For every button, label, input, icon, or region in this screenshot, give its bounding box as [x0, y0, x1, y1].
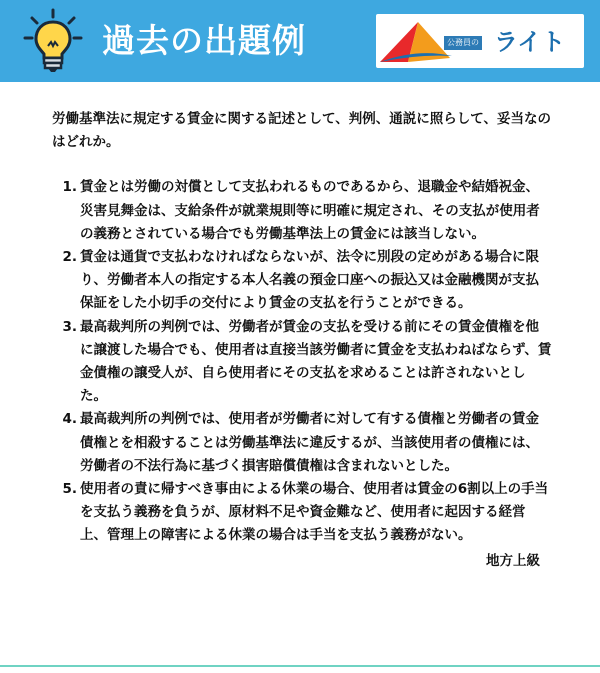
choice-number: 3. — [62, 318, 77, 335]
question-text: 労働基準法に規定する賃金に関する記述として、判例、通説に照らして、妥当なのはどれか。 — [52, 111, 551, 151]
brand-logo — [376, 14, 584, 68]
choice-text: 賃金とは労働の対償として支払われるものであるから、退職金や結婚祝金、災害見舞金は、支給条件が就業規則等に明確に規定され、その支払が使用者の義務とされている場合でも労働基準法上の賃金には該当しない。 — [80, 179, 540, 242]
choice-number: 4. — [62, 411, 77, 428]
header-banner — [0, 0, 600, 82]
logo-mark-icon — [378, 18, 452, 64]
choice-list — [52, 176, 552, 547]
choice-item — [52, 246, 552, 316]
choice-number: 5. — [62, 481, 77, 498]
logo-sub-label: 公務員の — [444, 36, 482, 50]
question-card — [52, 108, 552, 573]
choice-text: 賃金は通貨で支払わなければならないが、法令に別段の定めがある場合に限り、労働者本人の指定する本人名義の預金口座への振込又は金融機関が支払保証をした小切手の交付により賃金の支払を行うことができる。 — [80, 249, 539, 312]
choice-number: 1. — [62, 179, 77, 196]
logo-main-label: ライト — [494, 28, 566, 56]
choice-item — [52, 408, 552, 478]
choice-item — [52, 478, 552, 548]
choice-item — [52, 316, 552, 409]
page-title: 過去の出題例 — [102, 21, 306, 60]
choice-text: 最高裁判所の判例では、労働者が賃金の支払を受ける前にその賃金債権を他に譲渡した場合でも、使用者は直接当該労働者に賃金を支払わねばならず、賃金債権の譲受人が、自ら使用者にその支払を求めることは許されないとした。 — [80, 318, 552, 405]
choice-number: 2. — [62, 249, 77, 266]
choice-text: 使用者の責に帰すべき事由による休業の場合、使用者は賃金の6割以上の手当を支払う義務を負うが、原材料不足や資金難など、使用者に起因する経営上、管理上の障害による休業の場合は手当を支払う義務がない。 — [80, 481, 549, 544]
footer-divider — [0, 665, 600, 667]
choice-text: 最高裁判所の判例では、使用者が労働者に対して有する債権と労働者の賃金債権とを相殺することは労働基準法に違反するが、当該使用者の債権には、労働者の不法行為に基づく損害賠償債権は含まれないとした。 — [80, 411, 539, 474]
lightbulb-icon — [22, 8, 84, 74]
exam-source: 地方上級 — [486, 552, 540, 569]
choice-item — [52, 176, 552, 246]
